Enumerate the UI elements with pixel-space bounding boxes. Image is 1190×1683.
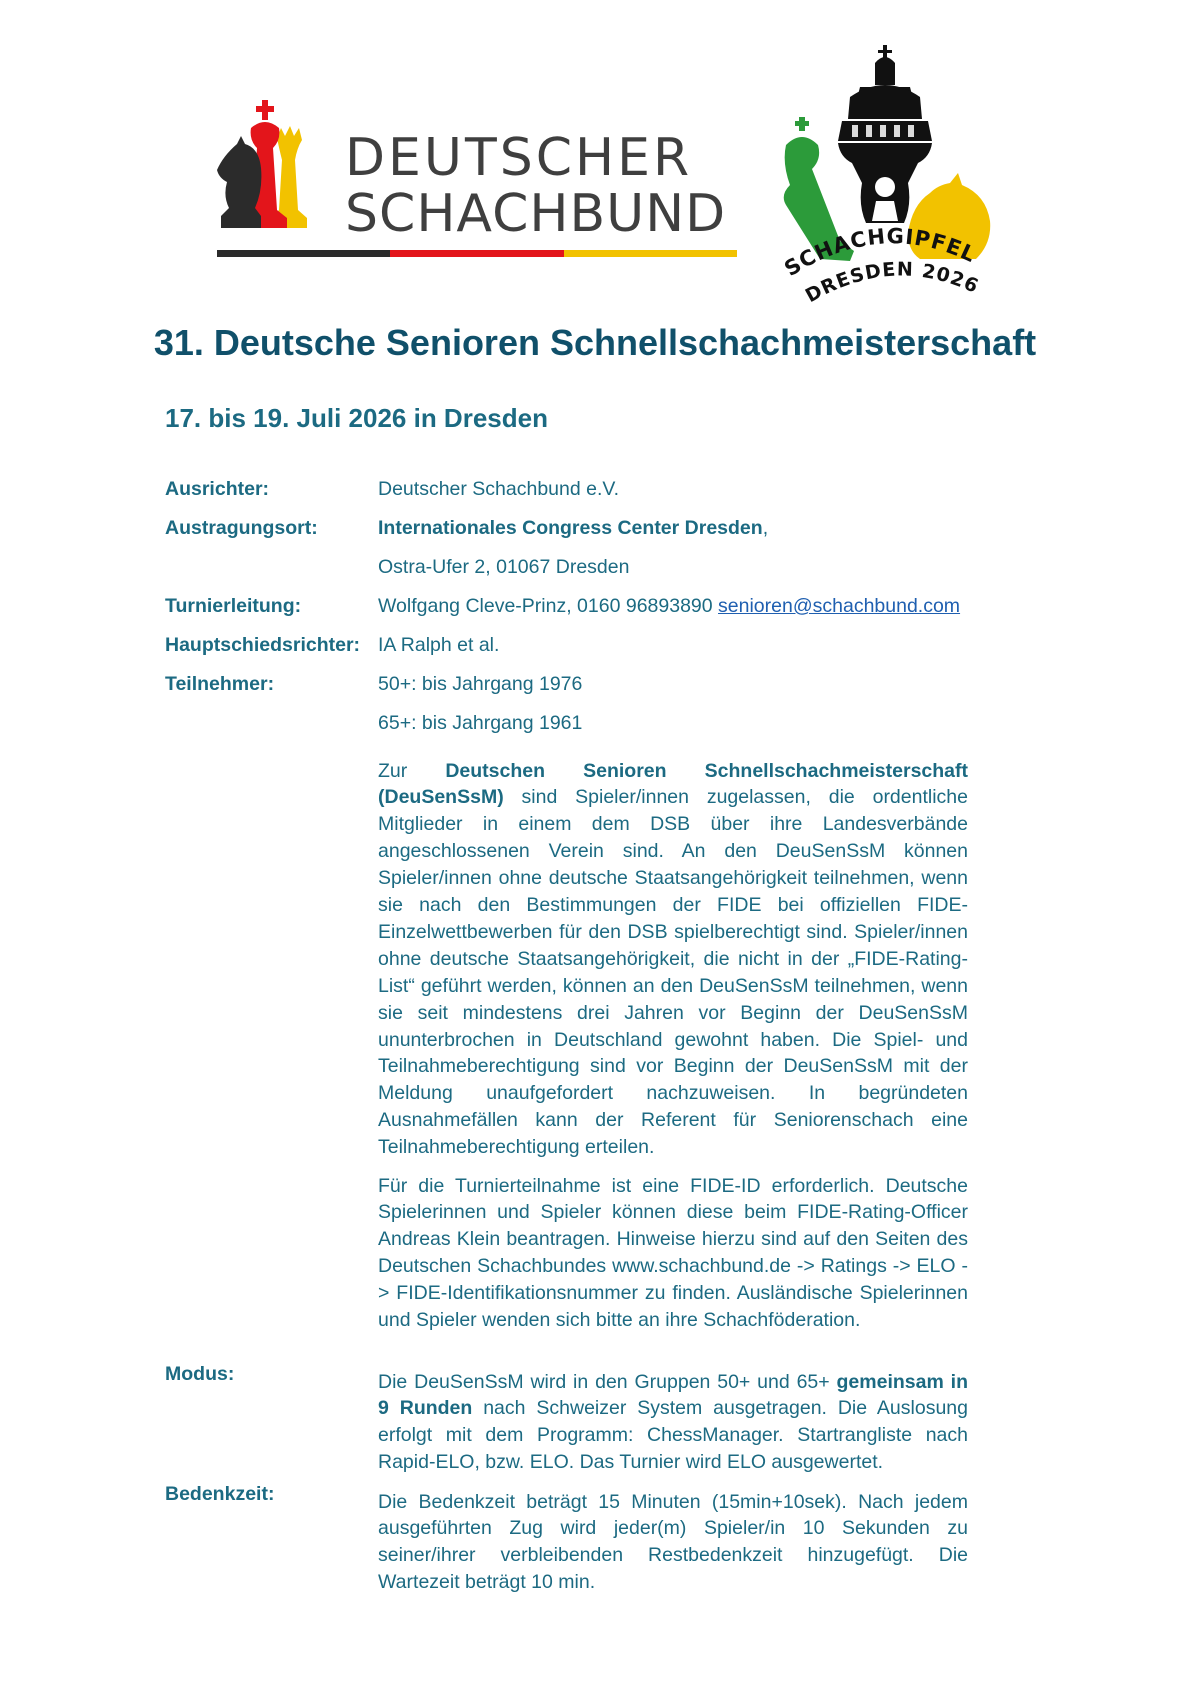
eligibility-event-name: Deutschen Senioren Schnellschachmeisterschaft (DeuSenSsM) — [378, 759, 969, 809]
svg-text:DRESDEN 2026 — [802, 258, 982, 307]
turnierleitung-label: Turnierleitung: — [165, 595, 302, 617]
page-title: 31. Deutsche Senioren Schnellschachmeisterschaft — [153, 322, 1037, 363]
teilnehmer-label: Teilnehmer: — [165, 673, 275, 695]
schachgipfel-logo — [780, 45, 995, 310]
ausrichter-label: Ausrichter: — [165, 478, 270, 500]
flag-stripe — [217, 250, 737, 257]
bedenkzeit-label: Bedenkzeit: — [165, 1483, 275, 1505]
hauptschiedsrichter-value: IA Ralph et al. — [378, 634, 500, 656]
chess-pieces-icon — [215, 100, 325, 235]
gipfel-text-line2: DRESDEN 2026 — [801, 258, 983, 308]
venue-name: Internationales Congress Center Dresden — [378, 517, 763, 539]
ausrichter-value: Deutscher Schachbund e.V. — [378, 478, 620, 500]
hauptschiedsrichter-label: Hauptschiedsrichter: — [165, 634, 361, 656]
dsb-wordmark-line2: SCHACHBUND — [345, 184, 727, 244]
modus-rounds: gemeinsam in 9 Runden — [378, 1370, 969, 1420]
bedenkzeit-paragraph: Die Bedenkzeit beträgt 15 Minuten (15min+10sek). Nach jedem ausgeführten Zug wird jeder(m) Spieler/in 10 Sekunden zu seiner/ihrer verbleibenden Restbedenkzeit hinzugefügt. Die Wartezeit beträgt 10 min. — [378, 1490, 968, 1594]
teilnehmer-group-65: 65+: bis Jahrgang 1961 — [378, 712, 583, 734]
dsb-wordmark-line1: DEUTSCHER — [345, 128, 693, 188]
eligibility-text: sind Spieler/innen zugelassen, die ordentliche Mitglieder in einem dem DSB über ihre Landesverbände angeschlossenen Verein sind. An den DeuSenSsM können Spieler/innen ohne deutsche Staatsangehörigkeit teilnehmen, wenn sie nach den Bestimmungen der FIDE bei offiziellen FIDE-Einzelwettbewerben für den DSB spielberechtigt sind. Spieler/innen ohne deutsche Staatsangehörigkeit, die nicht in der „FIDE-Rating-List“ geführt werden, können an den DeuSenSsM teilnehmen, wenn sie seit mindestens drei Jahren vor Beginn der DeuSenSsM ununterbrochen in Deutschland gewohnt haben. Die Spiel- und Teilnahmeberechtigung sind vor Beginn der DeuSenSsM mit der Meldung unaufgefordert nachzuweisen. In begründeten Ausnahmefällen kann der Referent für Seniorenschach eine Teilnahmeberechtigung erteilen. — [378, 786, 968, 1159]
modus-paragraph — [378, 1369, 968, 1477]
gipfel-text-line1: SCHACHGIPFEL — [780, 224, 980, 282]
dsb-logo — [215, 100, 745, 265]
event-date-subtitle: 17. bis 19. Juli 2026 in Dresden — [165, 403, 548, 433]
stripe-gold — [564, 250, 737, 257]
stripe-red — [390, 250, 563, 257]
venue-comma: , — [762, 517, 769, 539]
director-email-link[interactable]: senioren@schachbund.com — [718, 595, 961, 617]
austragungsort-label: Austragungsort: — [165, 517, 318, 539]
modus-label: Modus: — [165, 1363, 235, 1385]
modus-text: nach Schweizer System ausgetragen. Die Auslosung erfolgt mit dem Programm: ChessManager. Startrangliste nach Rapid-ELO, bzw. ELO. Das Turnier wird ELO ausgewertet. — [378, 1397, 968, 1474]
modus-intro: Die DeuSenSsM wird in den Gruppen 50+ und 65+ — [378, 1370, 837, 1393]
stripe-black — [217, 250, 390, 257]
teilnehmer-group-50: 50+: bis Jahrgang 1976 — [378, 673, 583, 695]
austragungsort-value — [378, 517, 968, 540]
eligibility-intro: Zur — [378, 759, 446, 782]
eligibility-paragraph — [378, 758, 968, 1162]
director-name-phone: Wolfgang Cleve-Prinz, 0160 96893890 — [378, 595, 719, 617]
turnierleitung-value — [378, 595, 968, 618]
venue-address: Ostra-Ufer 2, 01067 Dresden — [378, 556, 630, 578]
fide-id-paragraph: Für die Turnierteilnahme ist eine FIDE-ID erforderlich. Deutsche Spielerinnen und Spieler können diese beim FIDE-Rating-Officer Andreas Klein beantragen. Hinweise hierzu sind auf den Seiten des Deutschen Schachbundes www.schachbund.de -> Ratings -> ELO -> FIDE-Identifikationsnummer zu finden. Ausländische Spielerinnen und Spieler wenden sich bitte an ihre Schachföderation. — [378, 1174, 968, 1332]
